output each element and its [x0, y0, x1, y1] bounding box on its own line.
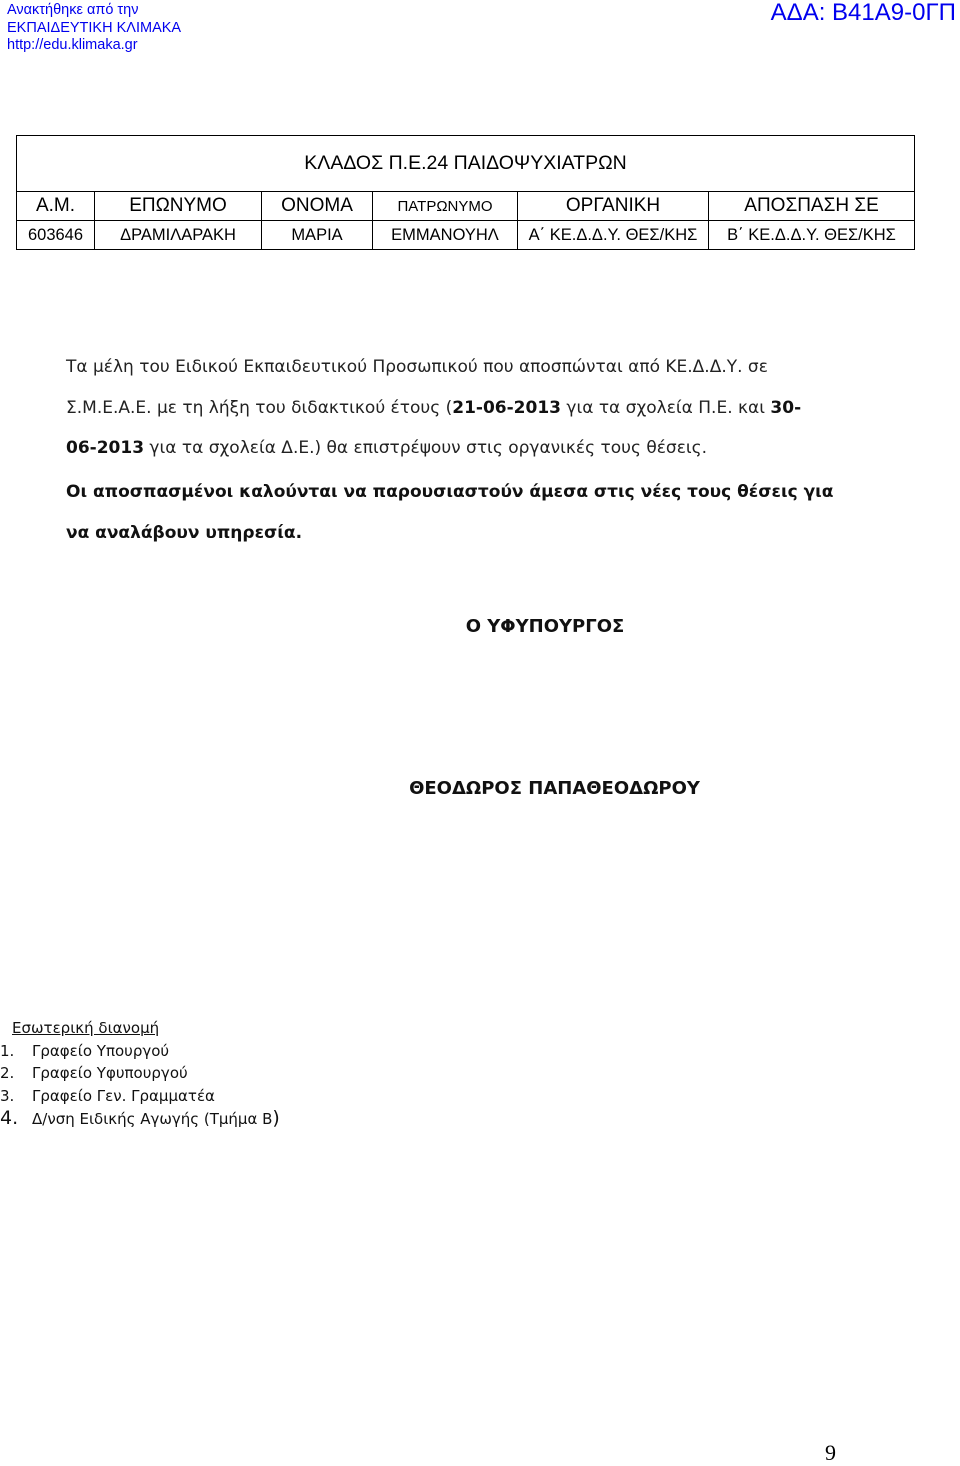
column-header: ΟΡΓΑΝΙΚΗ	[518, 192, 709, 221]
paragraph-line: Τα μέλη του Ειδικού Εκπαιδευτικού Προσωπικού που αποσπώνται από ΚΕ.Δ.Δ.Υ. σε	[66, 357, 768, 377]
distribution-list	[0, 1017, 280, 1131]
table-cell: Β΄ ΚΕ.Δ.Δ.Υ. ΘΕΣ/ΚΗΣ	[709, 221, 915, 250]
table-cell: 603646	[17, 221, 95, 250]
text-run: για τα σχολεία Π.Ε. και	[561, 397, 771, 418]
list-number: 4.	[0, 1107, 19, 1129]
column-header: ΠΑΤΡΩΝΥΜΟ	[373, 192, 518, 221]
date-start: 21-06-2013	[452, 397, 561, 418]
table-title: ΚΛΑΔΟΣ Π.Ε.24 ΠΑΙΔΟΨΥΧΙΑΤΡΩΝ	[17, 136, 915, 192]
distribution-title: Εσωτερική διανομή	[12, 1019, 160, 1037]
list-text: Γραφείο Γεν. Γραμματέα	[32, 1086, 215, 1105]
signatory-name: ΘΕΟΔΩΡΟΣ ΠΑΠΑΘΕΟΔΩΡΟΥ	[409, 778, 700, 799]
column-header: ΟΝΟΜΑ	[262, 192, 373, 221]
list-text: Γραφείο Υπουργού	[32, 1041, 170, 1060]
list-item	[0, 1040, 280, 1063]
list-text: Δ/νση Ειδικής Αγωγής (Τμήμα Β	[32, 1110, 273, 1128]
table-cell: ΕΜΜΑΝΟΥΗΛ	[373, 221, 518, 250]
paragraph-line: Οι αποσπασμένοι καλούνται να παρουσιαστούν άμεσα στις νέες τους θέσεις για	[66, 482, 834, 502]
column-header: ΕΠΩΝΥΜΟ	[95, 192, 262, 221]
paragraph-line: να αναλάβουν υπηρεσία.	[66, 522, 303, 543]
retrieval-note-link[interactable]: http://edu.klimaka.gr	[7, 37, 138, 53]
list-text-close: )	[272, 1107, 280, 1129]
column-header: ΑΠΟΣΠΑΣΗ ΣΕ	[709, 192, 915, 221]
signatory-title: Ο ΥΦΥΠΟΥΡΓΟΣ	[465, 616, 625, 637]
date-end-part: 30-	[770, 397, 802, 418]
body-paragraph	[66, 347, 866, 469]
column-header: Α.Μ.	[17, 192, 95, 221]
retrieval-note-line: ΕΚΠΑΙΔΕΥΤΙΚΗ ΚΛΙΜΑΚΑ	[7, 19, 182, 36]
list-item	[0, 1107, 280, 1131]
list-text: Γραφείο Υφυπουργού	[32, 1064, 188, 1082]
table-row	[17, 221, 915, 250]
list-item	[0, 1062, 280, 1085]
table-header-row	[17, 192, 915, 221]
retrieval-note-line: Ανακτήθηκε από την	[7, 2, 139, 18]
list-number: 1.	[0, 1041, 15, 1060]
ada-code: ΑΔΑ: Β41Α9-0ΓΠ	[770, 0, 956, 26]
text-run: για τα σχολεία Δ.Ε.) θα επιστρέψουν στις οργανικές τους θέσεις.	[144, 438, 708, 458]
paragraph-line	[66, 388, 866, 429]
table-title-row	[17, 136, 915, 192]
list-number: 3.	[0, 1086, 15, 1105]
table-cell: ΜΑΡΙΑ	[262, 221, 373, 250]
bold-paragraph	[66, 472, 866, 553]
list-item	[0, 1085, 280, 1108]
page-number: 9	[825, 1440, 836, 1465]
staff-table	[16, 135, 915, 250]
text-run: Σ.Μ.Ε.Α.Ε. με τη λήξη του διδακτικού έτους (	[66, 397, 453, 418]
date-end-part: 06-2013	[66, 438, 145, 458]
list-number: 2.	[0, 1064, 15, 1082]
paragraph-line	[66, 428, 866, 469]
retrieval-note	[7, 2, 181, 55]
table-cell: ΔΡΑΜΙΛΑΡΑΚΗ	[95, 221, 262, 250]
table-cell: Α΄ ΚΕ.Δ.Δ.Υ. ΘΕΣ/ΚΗΣ	[518, 221, 709, 250]
